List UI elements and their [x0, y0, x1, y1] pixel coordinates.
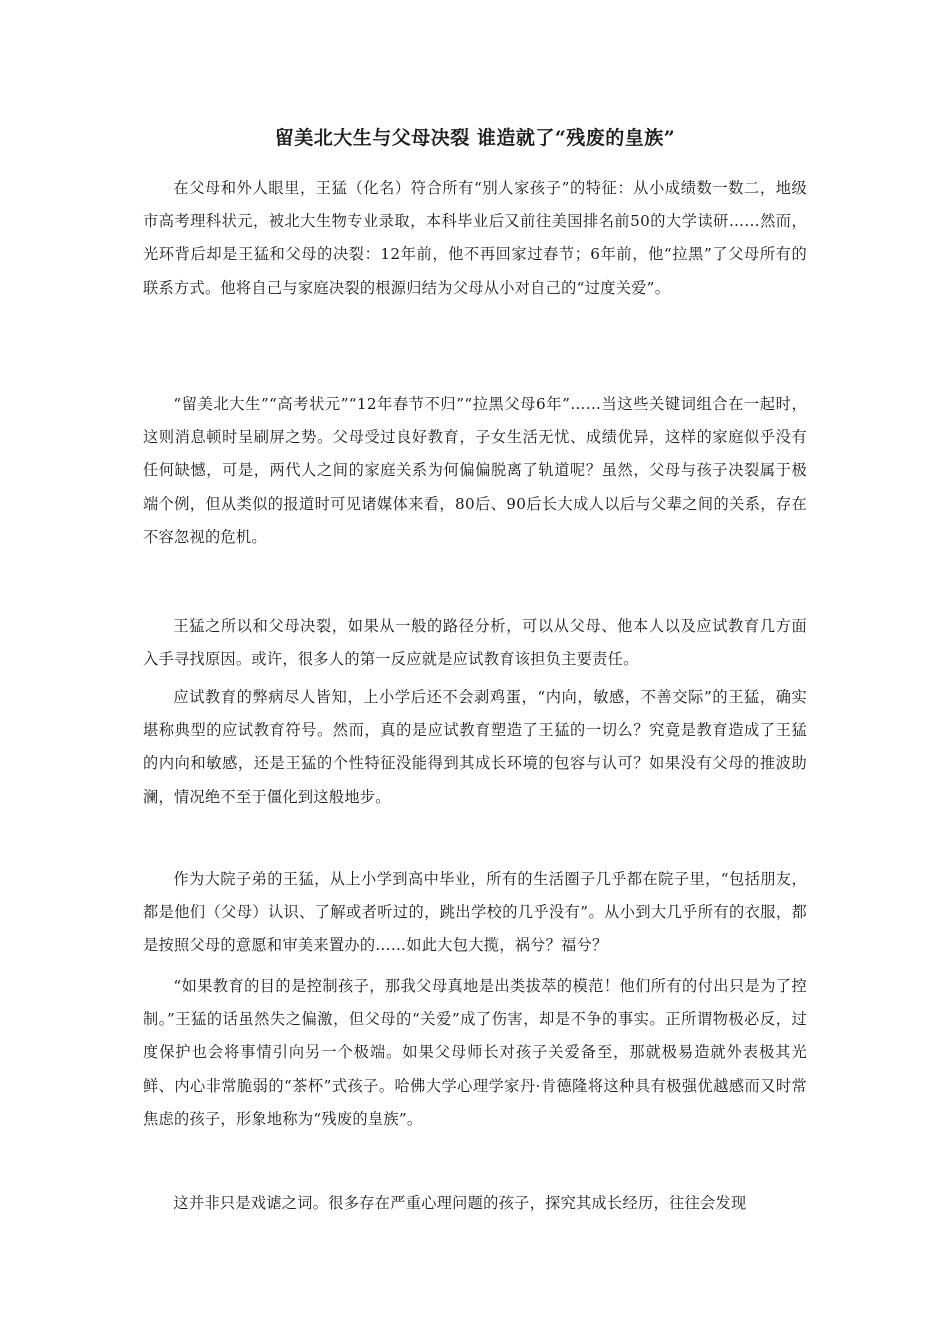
paragraph-5: 作为大院子弟的王猛，从上小学到高中毕业，所有的生活圈子几乎都在院子里，“包括朋友，都是他们（父母）认识、了解或者听过的，跳出学校的几乎没有”。从小到大几乎所有的衣服，都是按照父母的意愿和审美来置办的……如此大包大揽，祸兮？福兮？ — [143, 870, 807, 955]
paragraph-7: 这并非只是戏谑之词。很多存在严重心理问题的孩子，探究其成长经历，往往会发现 — [173, 1194, 747, 1212]
paragraph-1: 在父母和外人眼里，王猛（化名）符合所有“别人家孩子”的特征：从小成绩数一数二，地级市高考理科状元，被北大生物专业录取，本科毕业后又前往美国排名前50的大学读研……然而，光环背后却是王猛和父母的决裂：12年前，他不再回家过春节；6年前，他“拉黑”了父母所有的联系方式。他将自己与家庭决裂的根源归结为父母从小对自己的“过度关爱”。 — [143, 179, 807, 297]
article-title: 留美北大生与父母决裂 谁造就了“残废的皇族” — [274, 127, 676, 149]
paragraph-2: “留美北大生”“高考状元”“12年春节不归”“拉黑父母6年”……当这些关键词组合在一起时，这则消息顿时呈刷屏之势。父母受过良好教育，子女生活无忧、成绩优异，这样的家庭似乎没有任何缺憾，可是，两代人之间的家庭关系为何偏偏脱离了轨道呢？虽然，父母与孩子决裂属于极端个例，但从类似的报道时可见诸媒体来看，80后、90后长大成人以后与父辈之间的关系，存在不容忽视的危机。 — [143, 395, 807, 546]
paragraph-4: 应试教育的弊病尽人皆知，上小学后还不会剥鸡蛋，“内向，敏感，不善交际”的王猛，确实堪称典型的应试教育符号。然而，真的是应试教育塑造了王猛的一切么？究竟是教育造成了王猛的内向和敏感，还是王猛的个性特征没能得到其成长环境的包容与认可？如果没有父母的推波助澜，情况绝不至于僵化到这般地步。 — [143, 688, 807, 806]
paragraph-6: “如果教育的目的是控制孩子，那我父母真地是出类拔萃的模范！他们所有的付出只是为了控制。”王猛的话虽然失之偏激，但父母的“关爱”成了伤害，却是不争的事实。正所谓物极必反，过度保护也会将事情引向另一个极端。如果父母师长对孩子关爱备至，那就极易造就外表极其光鲜、内心非常脆弱的“茶杯”式孩子。哈佛大学心理学家丹·肯德隆将这种具有极强优越感而又时常焦虑的孩子，形象地称为“残废的皇族”。 — [143, 977, 807, 1128]
paragraph-3: 王猛之所以和父母决裂，如果从一般的路径分析，可以从父母、他本人以及应试教育几方面入手寻找原因。或许，很多人的第一反应就是应试教育该担负主要责任。 — [143, 617, 807, 669]
